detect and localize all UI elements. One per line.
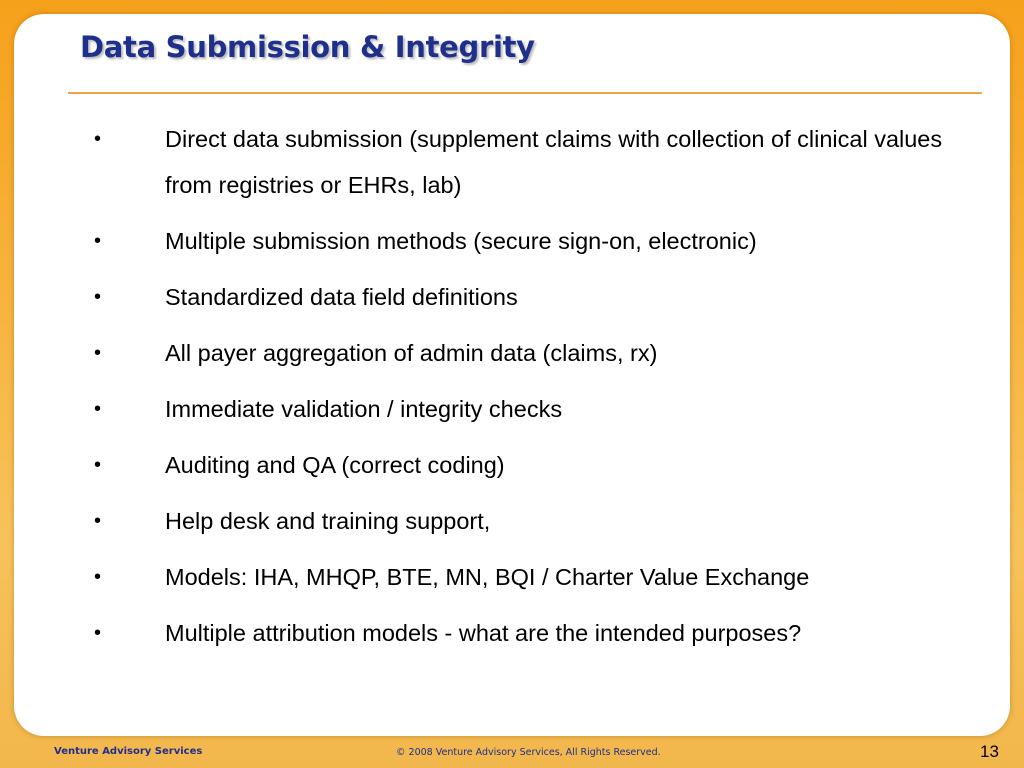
bullet-item [90,554,970,600]
footer-copyright: © 2008 Venture Advisory Services, All Rights Reserved. [396,747,661,758]
bullet-marker: • [94,454,102,476]
bullet-marker: • [94,286,102,308]
bullet-text: Direct data submission (supplement claims with collection of clinical values from registries or EHRs, lab) [165,126,943,198]
bullet-text: Help desk and training support, [165,508,491,534]
bullet-text: All payer aggregation of admin data (claims, rx) [165,340,658,366]
bullet-text: Standardized data field definitions [165,284,518,310]
bullet-text: Models: IHA, MHQP, BTE, MN, BQI / Charter Value Exchange [165,564,810,590]
slide-title: Data Submission & Integrity [80,30,535,64]
title-divider [68,92,982,94]
bullet-text: Immediate validation / integrity checks [165,396,563,422]
bullet-item [90,386,970,432]
bullet-marker: • [94,230,102,252]
bullet-marker: • [94,566,102,588]
bullet-marker: • [94,342,102,364]
bullet-item [90,610,970,656]
bullet-item [90,498,970,544]
bullet-item [90,330,970,376]
bullet-text: Multiple attribution models - what are the intended purposes? [165,620,802,646]
bullet-item [90,116,970,208]
bullet-marker: • [94,510,102,532]
footer [0,740,1024,768]
bullet-marker: • [94,398,102,420]
page-number: 13 [980,742,999,761]
bullet-text: Multiple submission methods (secure sign-on, electronic) [165,228,757,254]
bullet-text: Auditing and QA (correct coding) [165,452,505,478]
bullet-item [90,274,970,320]
bullet-item [90,442,970,488]
footer-organization: Venture Advisory Services [54,746,203,757]
bullet-marker: • [94,622,102,644]
bullet-list [90,116,970,674]
bullet-item [90,218,970,264]
bullet-marker: • [94,128,102,150]
